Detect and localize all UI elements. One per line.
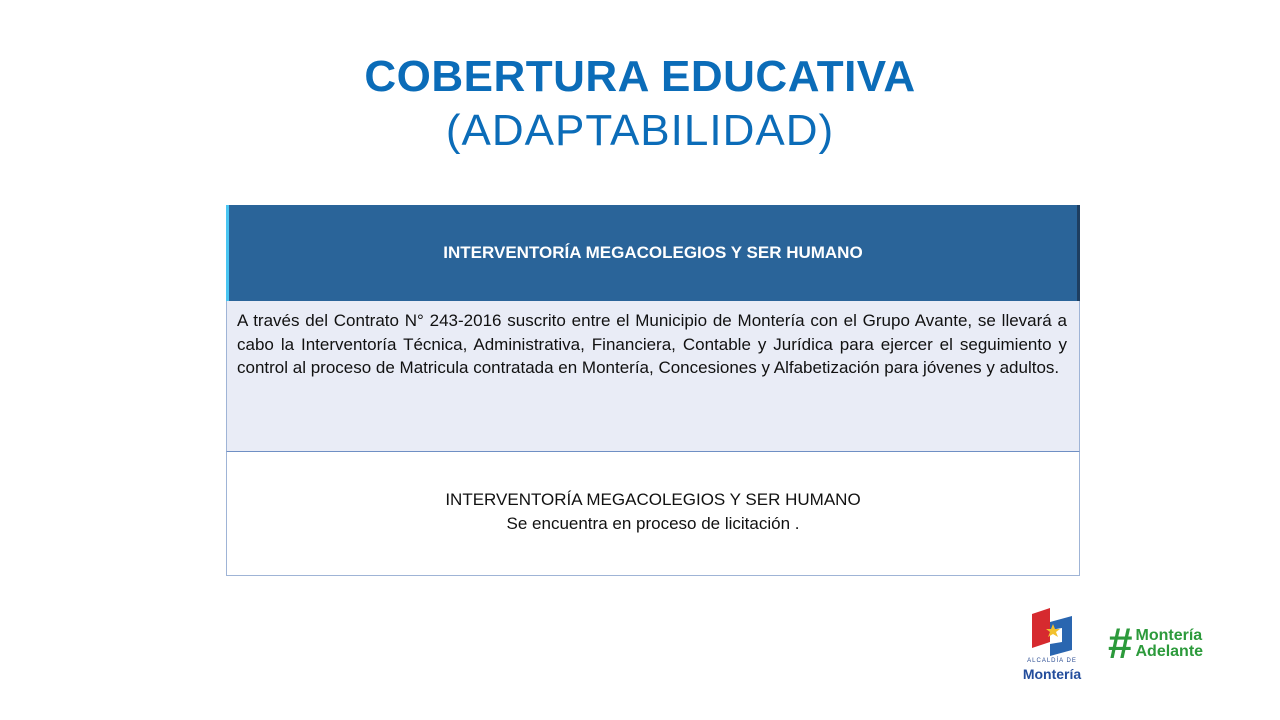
alcaldia-name: Montería bbox=[1022, 666, 1082, 682]
table-status-row bbox=[226, 451, 1080, 576]
alcaldia-caption: ALCALDÍA DE bbox=[1027, 658, 1077, 664]
status-text: Se encuentra en proceso de licitación . bbox=[506, 514, 800, 533]
description-text: A través del Contrato N° 243-2016 suscrito entre el Municipio de Montería con el Grupo Avante, se llevará a cabo la Interventoría Técnica, Administrativa, Financiera, Contable y Jurídica para ejercer el seguimiento y control al proceso de Matricula contratada en Montería, Concesiones y Alfabetización para jóvenes y adultos. bbox=[237, 311, 1067, 377]
table-description-row bbox=[226, 301, 1080, 451]
table-header-text: INTERVENTORÍA MEGACOLEGIOS Y SER HUMANO bbox=[443, 243, 863, 262]
hashtag-line2: Adelante bbox=[1135, 643, 1204, 660]
hashtag-line1: Montería bbox=[1135, 627, 1203, 644]
status-title: INTERVENTORÍA MEGACOLEGIOS Y SER HUMANO bbox=[445, 490, 861, 509]
monteria-adelante-logo bbox=[1108, 619, 1204, 668]
slide-title-block bbox=[0, 50, 1280, 158]
info-table bbox=[226, 205, 1080, 576]
alcaldia-logo bbox=[1020, 608, 1084, 682]
hashtag-text bbox=[1135, 628, 1203, 660]
hashtag-icon: # bbox=[1108, 619, 1133, 668]
slide-title: COBERTURA EDUCATIVA bbox=[364, 52, 916, 101]
table-header-row bbox=[226, 205, 1080, 301]
alcaldia-emblem-icon bbox=[1020, 608, 1084, 658]
slide-subtitle: (ADAPTABILIDAD) bbox=[445, 106, 835, 155]
